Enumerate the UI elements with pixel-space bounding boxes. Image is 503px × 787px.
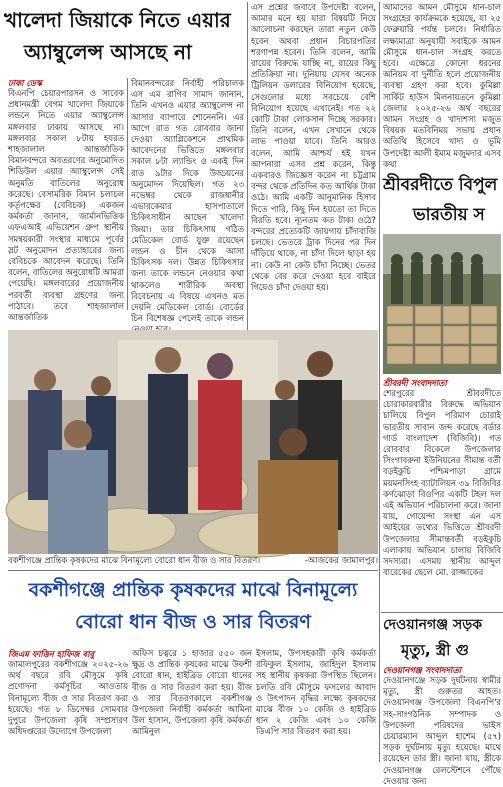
bottom-col2-text: অফিস চত্বরে ১ হাজার ৫৫০ জন ক্ষুদ্র ও প্রান্তিক কৃষকের মাঝে উফশী বোরো ধান, হাইব্রিড বোরো ধানের বীজ ও সার বিতরণ করা হয়। বীজ ও সার বিতরণকালে বকশীগঞ্জ উপজেলা নির্বাহী কর্মকর্তা আমিনা উল হাসান, উপজেলা কৃষি কর্মকর্তা আমিনুল [132, 648, 252, 737]
left-col2-text: বিমানবন্দরের নির্বাহী পরিচালক এস এম রাগিব সামাদ জানান, তিনি এখনও এয়ার অ্যাম্বুলেন্স না আসার ব্যাপারে শোনেননি। এর আগে রাত গত রোববার জানা দেওয়া অ্যাপ্লিকেশনে প্রাথমিক আবেদনের ভিত্তিতে মঙ্গলবার সকাল ৮টা ল্যান্ডিং ও একই দিন রাত ৯টার দিকে উড্ডয়নের অনুমোদন দিয়েছিল। গত ২৩ নভেম্বর থেকে রাজধানীর এভারকেয়ার হাসপাতালে চিকিৎসাধীন আছেন খালেদা জিয়া। তার চিকিৎসায় গঠিত মেডিকেল বোর্ড যুক্ত রয়েছেন লন্ডন ও চীন থেকে আসা চিকিৎসক দল। উন্নত চিকিৎসার জন্য তাকে লন্ডনে নেওয়ার কথা থাকলেও শারীরিক অবস্থা বিবেচনায় এ বিষয়ে এখনও মত দেয়নি মেডিকেল বোর্ড। বোর্ডের চিন বিশেষজ্ঞ পেলেই তাকে লন্ডন [131, 78, 244, 324]
seed-distribution-photo [8, 330, 378, 554]
right-col-divider [379, 2, 380, 762]
far-right-top-text: আমাদের আমন মৌসুমে ধান-চাল সংগ্রহের কার্যক্রমকে হয়েছে, যা ২৫ ফেব্রুয়ারি পর্যন্ত চলবে। নির্ধারিত লক্ষ্যমাত্রা অনুযায়ী সবাইকে আমন মৌসুমে ধান-চাল সংগ্রহ করতে হবে। এক্ষেত্রে কোনো ধরনের অনিয়ম বা দুর্নীতি হলে প্রয়োজনীয় ব্যবস্থা গ্রহণ করা হবে। কুমিল্লা সার্কিট হাউস মিলনায়তনে কুমিল্লা জেলার ২০২৫-২৬ অর্থ বছরের আমন সংগ্রহ ও খাদ্যশস্য মজুত বিষয়ক মতবিনিময় সভায় প্রধান অতিথি হিসেবে খাদ্য ও ভূমি উপদেষ্টা আলী ইমাম মজুমদার এসব কথা [383, 2, 501, 169]
left-byline: ঢাকা ডেস্ক [8, 78, 42, 88]
left-col-divider [127, 78, 128, 310]
bottom-hrule [8, 570, 378, 571]
dewanganj-byline: দেওয়ানগঞ্জ সংবাদদাতা [383, 665, 462, 675]
dewanganj-headline-line2: মৃত্যু, স্ত্রী গু [401, 641, 469, 659]
center-divider [247, 2, 248, 332]
bottom-col3-text: ইসলাম, উপসহকারী কৃষি কর্মকর্তা রফিকুল ইসলাম, জাহিদুল ইসলাম সহ স্থানীয় কৃষকরা উপস্থিত ছিলেন। চলতি রবি মৌসুমে ফসলের আবাদ ও উৎপাদন বৃদ্ধির লক্ষ্যে কৃষকদের মাঝে বীজ ১০ কেজি ও হাইব্রিড ধান ২ কেজি এবং ১০ কেজি ডিএপি সার বিতরণ করা হয়। [256, 648, 376, 737]
right-col-text: এস প্রশ্নের জবাবে উপদেষ্টা বলেন, আমার মনে হয় যারা বিষয়টি নিয়ে আলোচনা করছেন তারা নতুন কেউ হবেন অথবা প্রধান বিচারপতির শরণাপন্ন হবেন। তিনি বলেন, আমি রায়ের বিরুদ্ধে যাচ্ছি না, রায়ের কিছু প্রতিক্রিয়া না। দুনিয়ায় যেসব অনেক ট্রিলিয়ন ডলারের বিনিয়োগ হয়েছে, সেগুলোর মধ্যে সবচেয়ে বেশি বিনিয়োগ হয়েছে এখানেই। গত ২২ কোটি টাকা লোকসান দিচ্ছে সরকার। তিনি বলেন, এখন সেখানে থেকে লাভ পাওয়া যাবে। তিনি আরও বলেন, আমি আশ্চর্য হই যখন আপনারা এসব প্রশ্ন করেন, কিন্তু একবারও জিজ্ঞেস করেন না চট্টগ্রাম বন্দর থেকে প্রতিদিন কত আর্থিক টাকা ওঠে। আমি একটি আনুমানিক হিসাব দিতে পারি, কিছু দিন হয়তো তা দিতে বিরতি হবে। ন্যূনতম কত টাকা ওঠে? বন্দরের প্রত্যেকটি জায়গায় চাঁদাবাজি চলছে। ভেতরে ট্রাক দিনের পর দিন দাঁড়িয়ে থাকে, না চাঁদা দিলে ছাড়া হয় না। কেউ না কেউ চাঁদা নিচ্ছে। ভেতর থেকে বের করে দেওয়া হবে বাইরে গিয়েও চাঁদা দেওয়া হয়। [251, 2, 376, 293]
bottom-headline [8, 574, 378, 642]
far-right-story-text: শেরপুরের শ্রীবরদীতে চোরাকারবারীর বিরুদ্ধে অভিযান চালিয়ে বিপুল পরিমাণ চোরাই ভারতীয় সাবান জব্দ করেছে বর্ডার গার্ড বাংলাদেশ (বিজিবি)। গত রোববার বিকেলে উপজেলার সিংগাবরুনা ইউনিয়নের সীমান্ত বর্তী বড়ইকুচি পশ্চিমপাড়া গ্রামে ময়মনসিংহ ব্যাটালিয়ন ৩৯ বিজিবির কর্ণঝোড়া বিওপির একটি টহল দল এই অভিযান পরিচালনা করে। জানা যায়, গোয়েন্দা সংস্থা এন এস আইয়ের তথ্যের ভিত্তিতে শ্রীবরদী উপজেলার সীমান্তবর্তী বড়ইকুচি এলাকায় অভিযান চালায় বিজিবি সদস্যরা। এসময় স্থানীয় আব্দুল বারেকের ছেলে মো. রাজ্জাকের [383, 388, 501, 578]
far-right-headline-line1: শ্রীবরদীতে বিপুল [383, 175, 498, 195]
bottom-headline-line1: বকশীগঞ্জে প্রান্তিক কৃষকদের মাঝে বিনামূল্যে [28, 579, 358, 601]
left-headline-line1: খালেদা জিয়াকে নিতে এয়ার [4, 8, 231, 32]
far-right-byline: শ্রীবরদী সংবাদদাতা [383, 378, 447, 388]
dewanganj-headline [383, 613, 503, 663]
left-headline-line2: অ্যাম্বুলেন্স আসছে না [24, 40, 192, 64]
far-right-headline-line2: ভারতীয় স [413, 205, 485, 225]
bottom-byline: জিএম ফাত্তিন হাফিজ বাবু [8, 649, 95, 659]
left-headline [4, 4, 244, 72]
left-col1-text: বিএনপি চেয়ারপারসন ও সাবেক প্রধানমন্ত্রী বেগম খালেদা জিয়াকে লন্ডনে নিতে এয়ার অ্যাম্বুলেন্স মঙ্গলবার ঢাকায় আসছে না। মঙ্গলবার সকাল ৮টায় হযরত শাহজালাল আন্তর্জাতিক বিমানবন্দরে অবতরণের অনুমোদিত শিডিউল এয়ার অ্যাম্বুলেন্স সেই অনুমতি বাতিলের অনুরোধ করেছে। বেসামরিক বিমান চলাচল কর্তৃপক্ষের (বেবিচক) একজন কর্মকর্তা জানান, জার্মানভিত্তিক এফএআই এভিয়েশন গ্রুপ স্থানীয় সমন্বয়কারী সংস্থার মাধ্যমে পূর্বের স্লট অনুমোদন প্রত্যাহারের জন্য বেবিচকে আবেদন করেছে। তিনি বলেন, বাতিলের অনুরোধটি আমরা পেয়েছি। মঙ্গলবারের প্রয়োজনীয় পরবর্তী ব্যবস্থা গ্রহণের জন্য পাঠাবে। তবে শাহজালাল আন্তর্জাতিক [8, 88, 124, 323]
bgb-seizure-photo [383, 234, 501, 374]
bottom-col1-text: জামালপুরের বকশীগঞ্জে ২০২৫-২৬ অর্থ বছরে রবি মৌসুমে কৃষি প্রণোদনা কর্মসূচির আওতায় বিনামূল্যে বীজ ও সার বিতরণ করা হয়েছে। গত ৮ ডিসেম্বর সোমবার দুপুরে উপজেলা কৃষি সম্প্রসারণ অধিদপ্তরের উদ্যোগে উপজেলা [8, 659, 128, 737]
photo-caption [8, 555, 378, 567]
photo-caption-text: বকশীগঞ্জে প্রান্তিক কৃষকদের মাঝে বিনামূল্যে বোরো ধান বীজ ও সার বিতরণ। [8, 555, 261, 565]
bottom-headline-line2: বোরো ধান বীজ ও সার বিতরণ [75, 611, 311, 633]
dewanganj-headline-line1: দেওয়ানগঞ্জ সড়ক [383, 617, 483, 633]
dewanganj-text: দেওয়ানগঞ্জে সড়ক দুর্ঘটনায় স্বামীর মৃত্যু, স্ত্রী গুরুতর আহত। দেওয়ানগঞ্জ উপজেলা বিএনপি'র সহ-সাংগঠনিক সম্পাদক ও উপজেলা পরিষদের ভাইস চেয়ারম্যান আব্দুল হাশেম (৫৭) সড়ক দুর্ঘটনায় মৃত্যু হয়েছে। মাথে রয়েছেন তার স্ত্রী। জানা যায়, স্ত্রীকে দেওয়ানগঞ্জ রেলস্টেশনে পৌঁছে দেওয়ার জন্য [383, 675, 501, 786]
far-right-headline [383, 170, 503, 232]
photo-credit: -আজকের জামালপুর। [304, 555, 378, 565]
